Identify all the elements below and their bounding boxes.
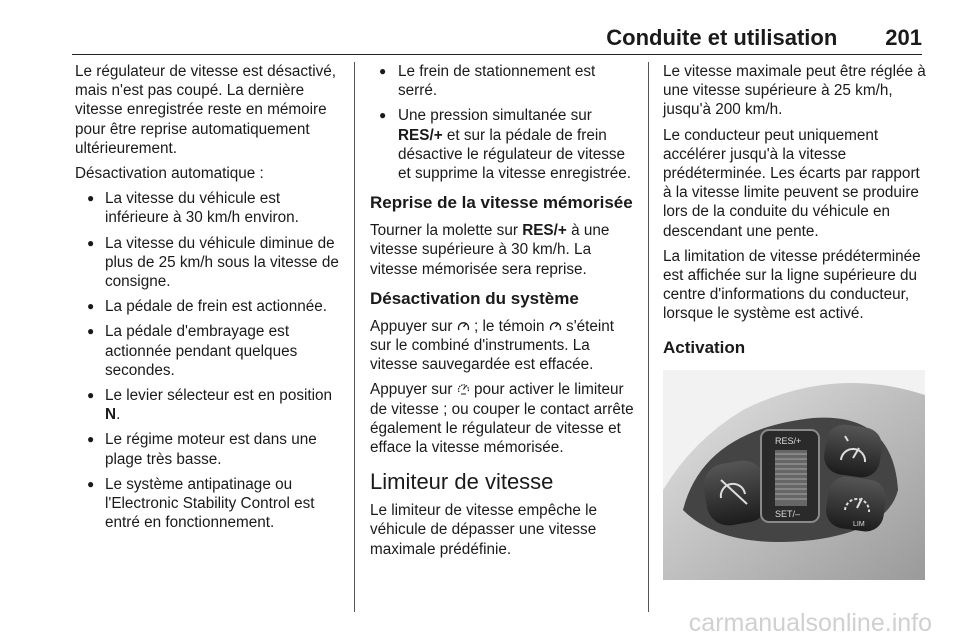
res-label: RES/+	[775, 436, 802, 446]
auto-deactivation-label: Désactivation automatique :	[75, 165, 264, 183]
column-2	[370, 62, 638, 565]
set-label: SET/–	[775, 509, 801, 519]
limiteur-paragraph: Le limiteur de vitesse empêche le véhicule de dépasser une vitesse maximale prédéfinie.	[370, 502, 598, 558]
section-title: Conduite et utilisation	[606, 25, 838, 50]
paragraph: Le conducteur peut uniquement accélérer jusqu'à la vitesse prédéterminée. Les écarts par rapport à la vitesse limite peuvent se produire lors de la conduite du véhicule en descendant une pente.	[663, 126, 920, 240]
cruise-control-icon	[457, 320, 470, 332]
heading-limiteur: Limiteur de vitesse	[370, 469, 554, 495]
page-number: 201	[885, 25, 922, 50]
watermark: carmanualsonline.info	[688, 609, 932, 637]
reprise-paragraph: Tourner la molette sur RES/+ à une vitesse supérieure à 30 km/h. La vitesse mémorisée sera reprise.	[370, 222, 610, 278]
steering-wheel-illustration	[663, 370, 925, 580]
bullet-list	[370, 62, 638, 183]
heading-activation: Activation	[663, 337, 746, 357]
auto-deactivation-list	[75, 189, 343, 532]
list-item: ● Le système antipatinage ou l'Electronic Stability Control est entré en fonctionnement.	[75, 475, 343, 533]
list-item: ● Une pression simultanée sur RES/+ et sur la pédale de frein désactive le régulateur de vitesse et supprime la vitesse enregistrée.	[370, 106, 638, 183]
list-item: ● Le régime moteur est dans une plage très basse.	[75, 430, 343, 468]
list-item: ● La vitesse du véhicule diminue de plus de 25 km/h sous la vitesse de consigne.	[75, 234, 343, 292]
list-item: ● La vitesse du véhicule est inférieure à 30 km/h environ.	[75, 189, 343, 227]
heading-desactivation: Désactivation du système	[370, 288, 579, 308]
heading-reprise: Reprise de la vitesse mémorisée	[370, 193, 633, 213]
thumbwheel	[775, 450, 807, 506]
lim-label: LIM	[853, 521, 865, 528]
list-item: ● Le levier sélecteur est en position N.	[75, 386, 343, 424]
page-header	[72, 26, 922, 55]
cruise-control-icon	[549, 320, 562, 332]
desactivation-paragraph: Appuyer sur ; le témoin s'éteint sur le combiné d'instruments. La vitesse sauvegardée est effacée.	[370, 317, 615, 374]
intro-paragraph: Le régulateur de vitesse est désactivé, mais n'est pas coupé. La dernière vitesse enregistrée reste en mémoire pour être reprise automatiquement ultérieurement.	[75, 63, 337, 157]
appuyer-paragraph: Appuyer sur pour activer le limiteur de vitesse ; ou couper le contact arrête également le régulateur de vitesse et efface la vitesse mémorisée.	[370, 381, 634, 457]
steering-wheel-controls-photo	[663, 370, 925, 580]
column-1	[75, 62, 343, 538]
column-divider	[354, 62, 355, 612]
speed-limiter-icon	[457, 382, 470, 395]
list-item: ● La pédale de frein est actionnée.	[75, 297, 343, 316]
paragraph: La limitation de vitesse prédéterminée est affichée sur la ligne supérieure du centre d'informations du conducteur, lorsque le système est activé.	[663, 247, 921, 323]
list-item: ● La pédale d'embrayage est actionnée pendant quelques secondes.	[75, 322, 343, 380]
list-item: ● Le frein de stationnement est serré.	[370, 62, 638, 100]
column-divider	[648, 62, 649, 612]
paragraph: Le vitesse maximale peut être réglée à une vitesse supérieure à 25 km/h, jusqu'à 200 km/h.	[663, 63, 926, 119]
column-3	[663, 62, 927, 366]
